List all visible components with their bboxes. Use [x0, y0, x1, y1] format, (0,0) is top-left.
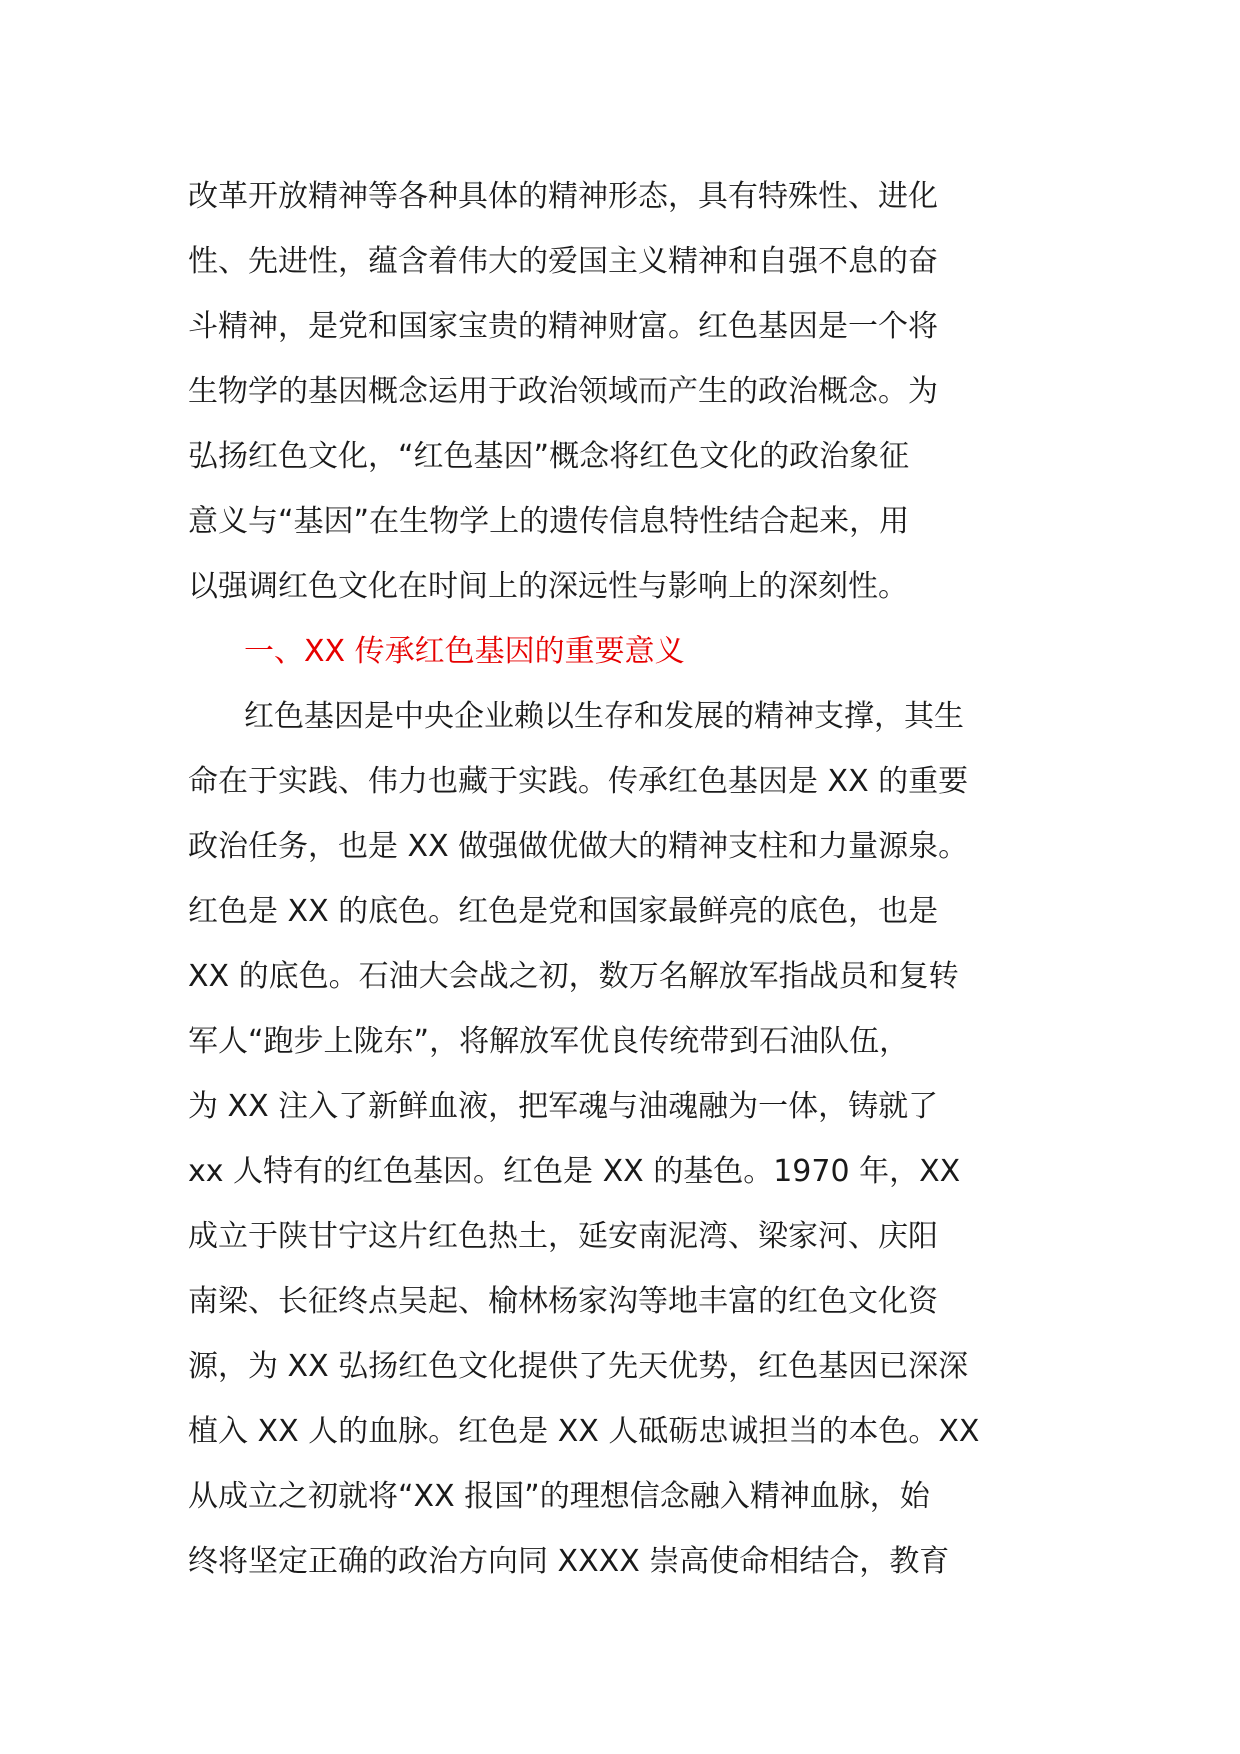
paragraph-line: 成立于陕甘宁这片红色热土，延安南泥湾、梁家河、庆阳: [188, 1219, 938, 1254]
paragraph-line: 为 XX 注入了新鲜血液，把军魂与油魂融为一体，铸就了: [188, 1089, 939, 1124]
section-paragraph: [188, 684, 1068, 1594]
paragraph-line: 意义与“基因”在生物学上的遗传信息特性结合起来，用: [188, 504, 910, 539]
paragraph-line: 军人“跑步上陇东”，将解放军优良传统带到石油队伍，: [188, 1024, 910, 1059]
paragraph-line: 终将坚定正确的政治方向同 XXXX 崇高使命相结合，教育: [188, 1544, 950, 1579]
paragraph-line: 从成立之初就将“XX 报国”的理想信念融入精神血脉，始: [188, 1479, 930, 1514]
paragraph-line: 弘扬红色文化，“红色基因”概念将红色文化的政治象征: [188, 439, 910, 474]
intro-paragraph: [188, 164, 1068, 619]
paragraph-line: 南梁、长征终点吴起、榆林杨家沟等地丰富的红色文化资: [188, 1284, 938, 1319]
paragraph-line: xx 人特有的红色基因。红色是 XX 的基色。1970 年，XX: [188, 1154, 961, 1189]
paragraph-line: 斗精神，是党和国家宝贵的精神财富。红色基因是一个将: [188, 309, 938, 344]
paragraph-line: 红色是 XX 的底色。红色是党和国家最鲜亮的底色，也是: [188, 894, 939, 929]
paragraph-line: 性、先进性，蕴含着伟大的爱国主义精神和自强不息的奋: [188, 244, 938, 279]
section-heading: 一、XX 传承红色基因的重要意义: [244, 634, 685, 669]
paragraph-line: XX 的底色。石油大会战之初，数万名解放军指战员和复转: [188, 959, 959, 994]
paragraph-line: 源，为 XX 弘扬红色文化提供了先天优势，红色基因已深深: [188, 1349, 969, 1384]
paragraph-line: 植入 XX 人的血脉。红色是 XX 人砥砺忠诚担当的本色。XX: [188, 1414, 980, 1449]
paragraph-line: 以强调红色文化在时间上的深远性与影响上的深刻性。: [188, 569, 908, 604]
paragraph-line: 政治任务，也是 XX 做强做优做大的精神支柱和力量源泉。: [188, 829, 969, 864]
paragraph-line: 改革开放精神等各种具体的精神形态，具有特殊性、进化: [188, 179, 938, 214]
paragraph-line: 红色基因是中央企业赖以生存和发展的精神支撑，其生: [244, 699, 964, 734]
paragraph-line: 生物学的基因概念运用于政治领域而产生的政治概念。为: [188, 374, 938, 409]
paragraph-line: 命在于实践、伟力也藏于实践。传承红色基因是 XX 的重要: [188, 764, 969, 799]
document-body: [188, 164, 1068, 1594]
